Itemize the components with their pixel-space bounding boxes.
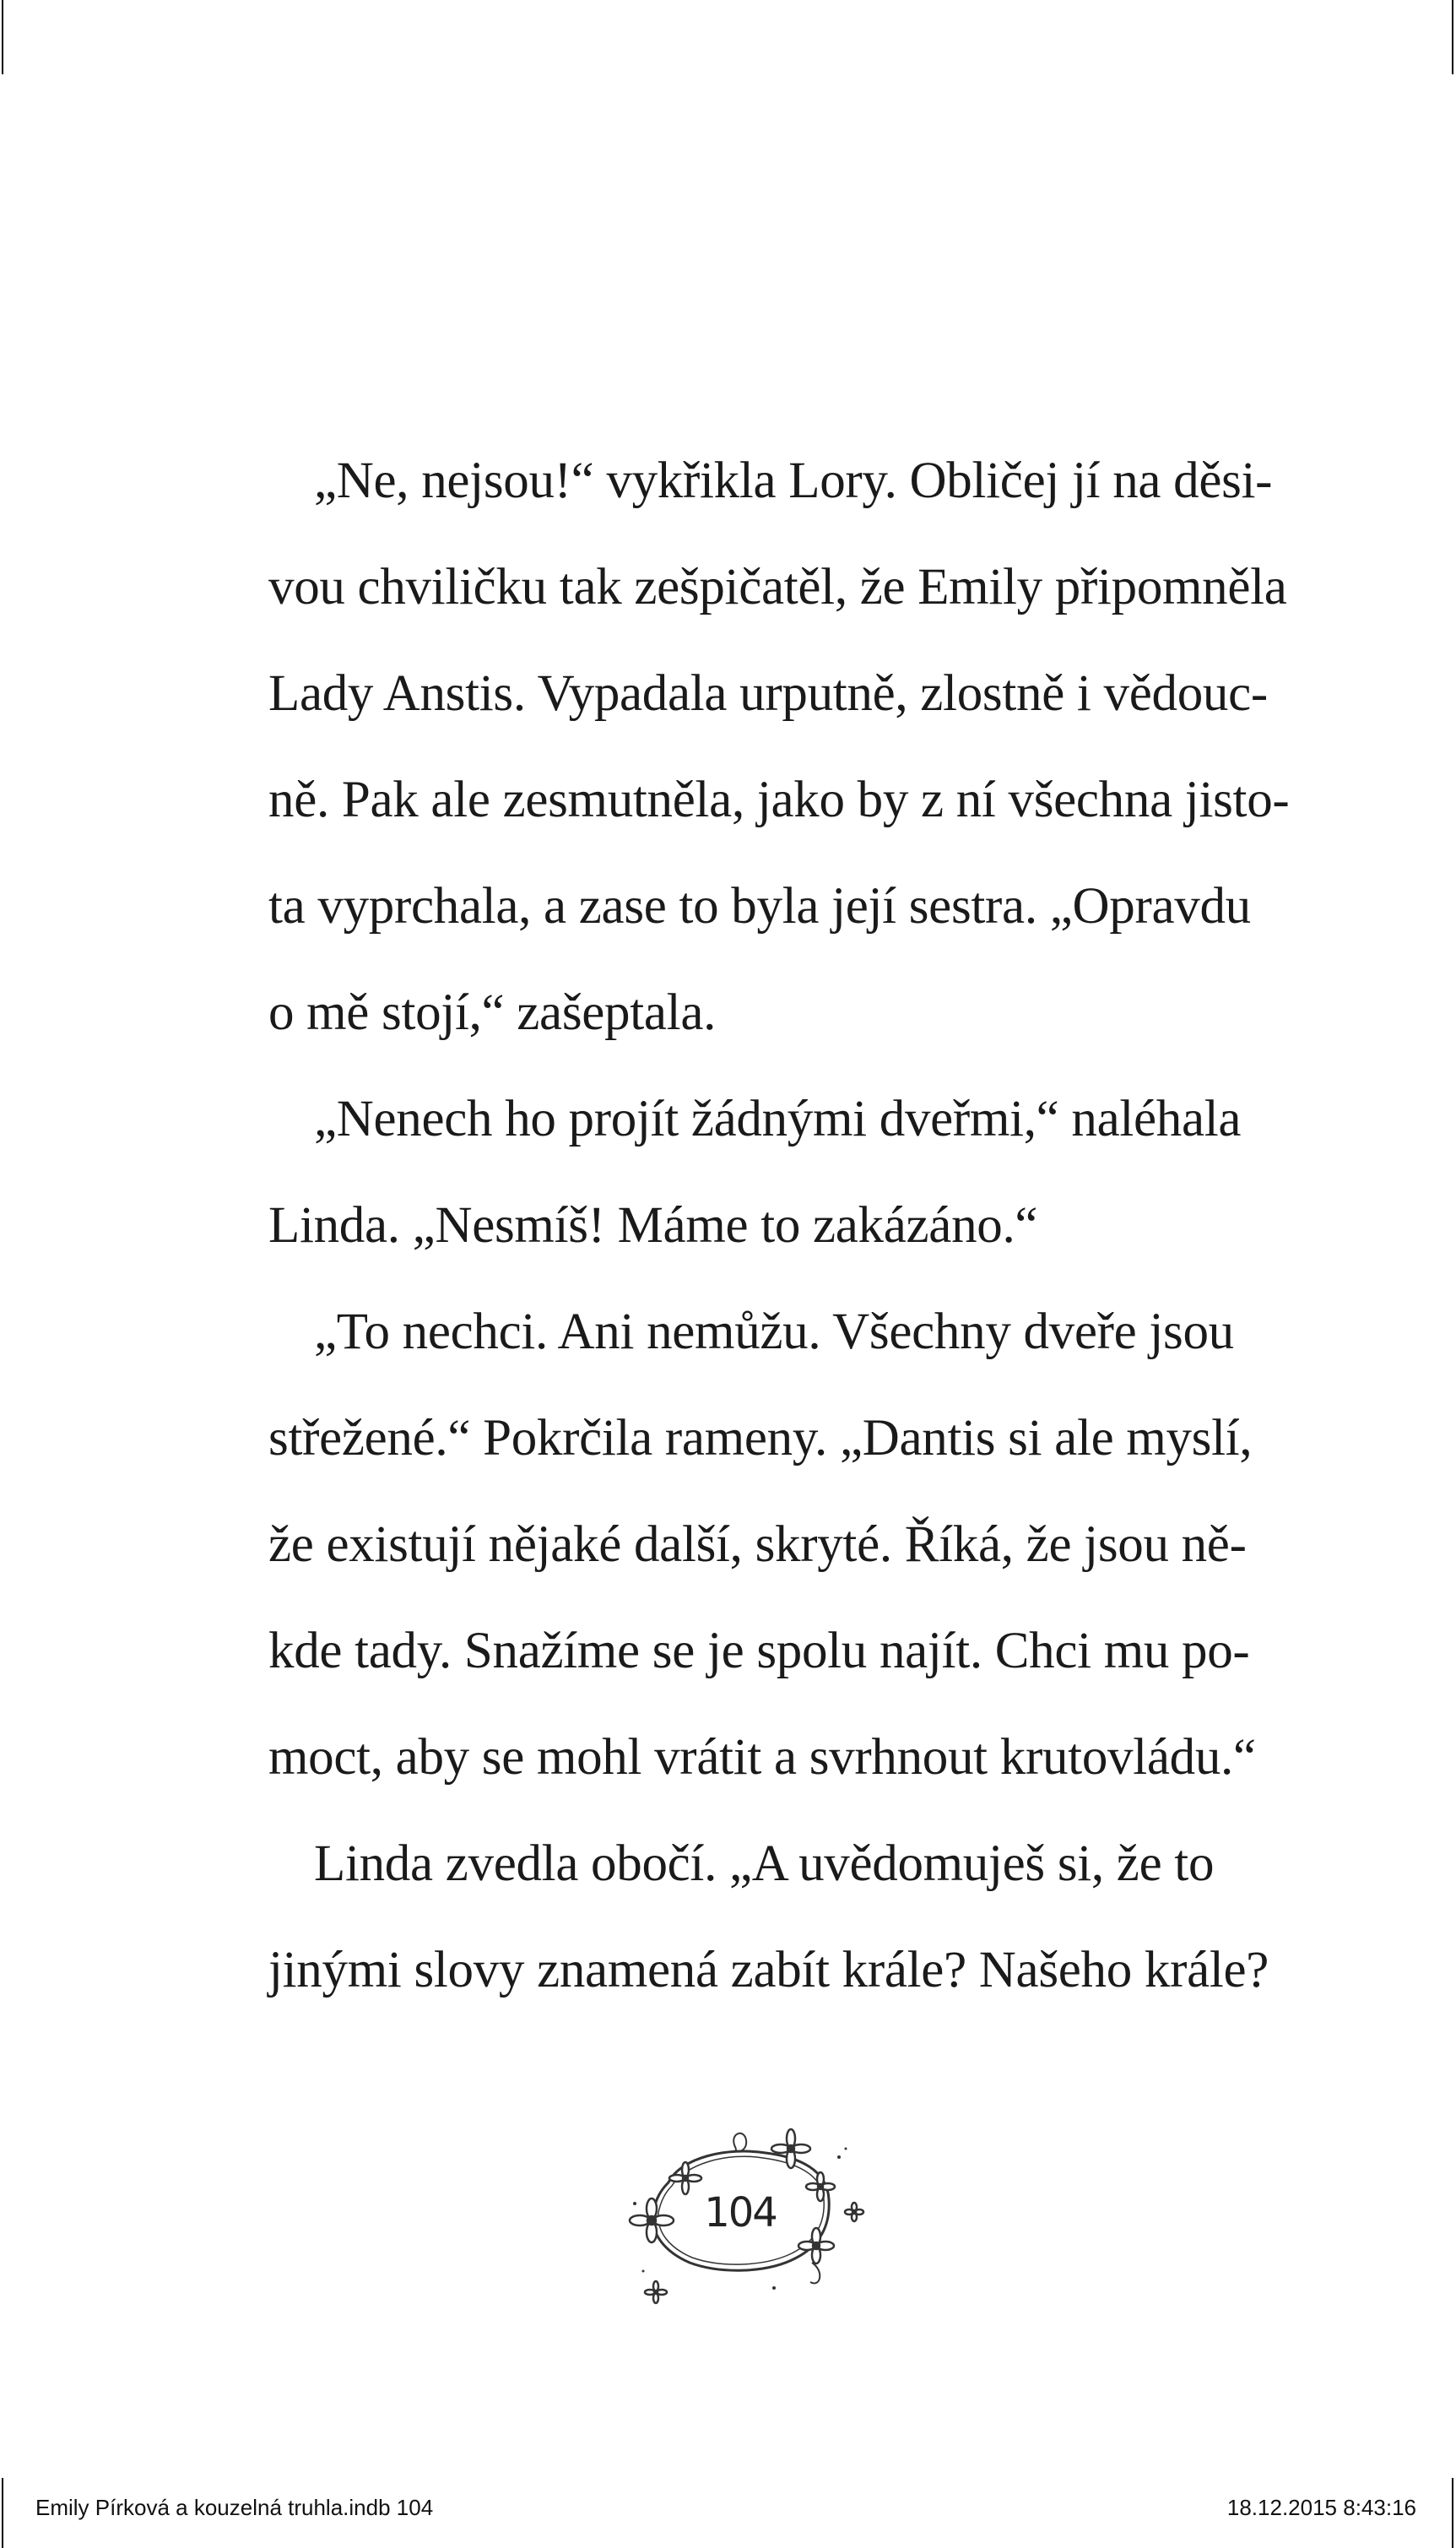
text-line: „Ne, nejsou!“ vykřikla Lory. Obličej jí na děsi- xyxy=(314,453,1273,509)
text-line: Lady Anstis. Vypadala urputně, zlostně i vědouc- xyxy=(268,665,1268,722)
print-footer xyxy=(0,2495,1456,2529)
text-line: že existují nějaké další, skryté. Říká, že jsou ně- xyxy=(268,1516,1247,1573)
crop-mark-top-right xyxy=(1452,0,1453,74)
body-text xyxy=(268,428,1290,2024)
text-line: o mě stojí,“ zašeptala. xyxy=(268,984,717,1041)
text-line: Linda. „Nesmíš! Máme to zakázáno.“ xyxy=(268,1197,1038,1254)
crop-mark-top-left xyxy=(2,0,3,74)
text-line: střežené.“ Pokrčila rameny. „Dantis si ale myslí, xyxy=(268,1410,1253,1466)
text-line: ta vyprchala, a zase to byla její sestra. „Opravdu xyxy=(268,878,1251,935)
text-line: „To nechci. Ani nemůžu. Všechny dveře jsou xyxy=(314,1304,1234,1360)
text-line: Linda zvedla obočí. „A uvědomuješ si, že to xyxy=(314,1835,1215,1892)
text-line: ně. Pak ale zesmutněla, jako by z ní všechna jisto- xyxy=(268,772,1290,828)
page-number-ornament xyxy=(609,2123,871,2309)
text-line: „Nenech ho projít žádnými dveřmi,“ naléhala xyxy=(314,1091,1242,1147)
text-line: moct, aby se mohl vrátit a svrhnout krutovládu.“ xyxy=(268,1729,1256,1786)
footer-file-info: Emily Pírková a kouzelná truhla.indb 104 xyxy=(35,2495,434,2520)
text-line: jinými slovy znamená zabít krále? Našeho krále? xyxy=(268,1942,1269,1998)
footer-timestamp: 18.12.2015 8:43:16 xyxy=(1226,2495,1416,2520)
text-line: kde tady. Snažíme se je spolu najít. Chci mu po- xyxy=(268,1623,1250,1679)
page-number: 104 xyxy=(704,2189,777,2236)
text-line: vou chviličku tak zešpičatěl, že Emily připomněla xyxy=(268,559,1287,615)
